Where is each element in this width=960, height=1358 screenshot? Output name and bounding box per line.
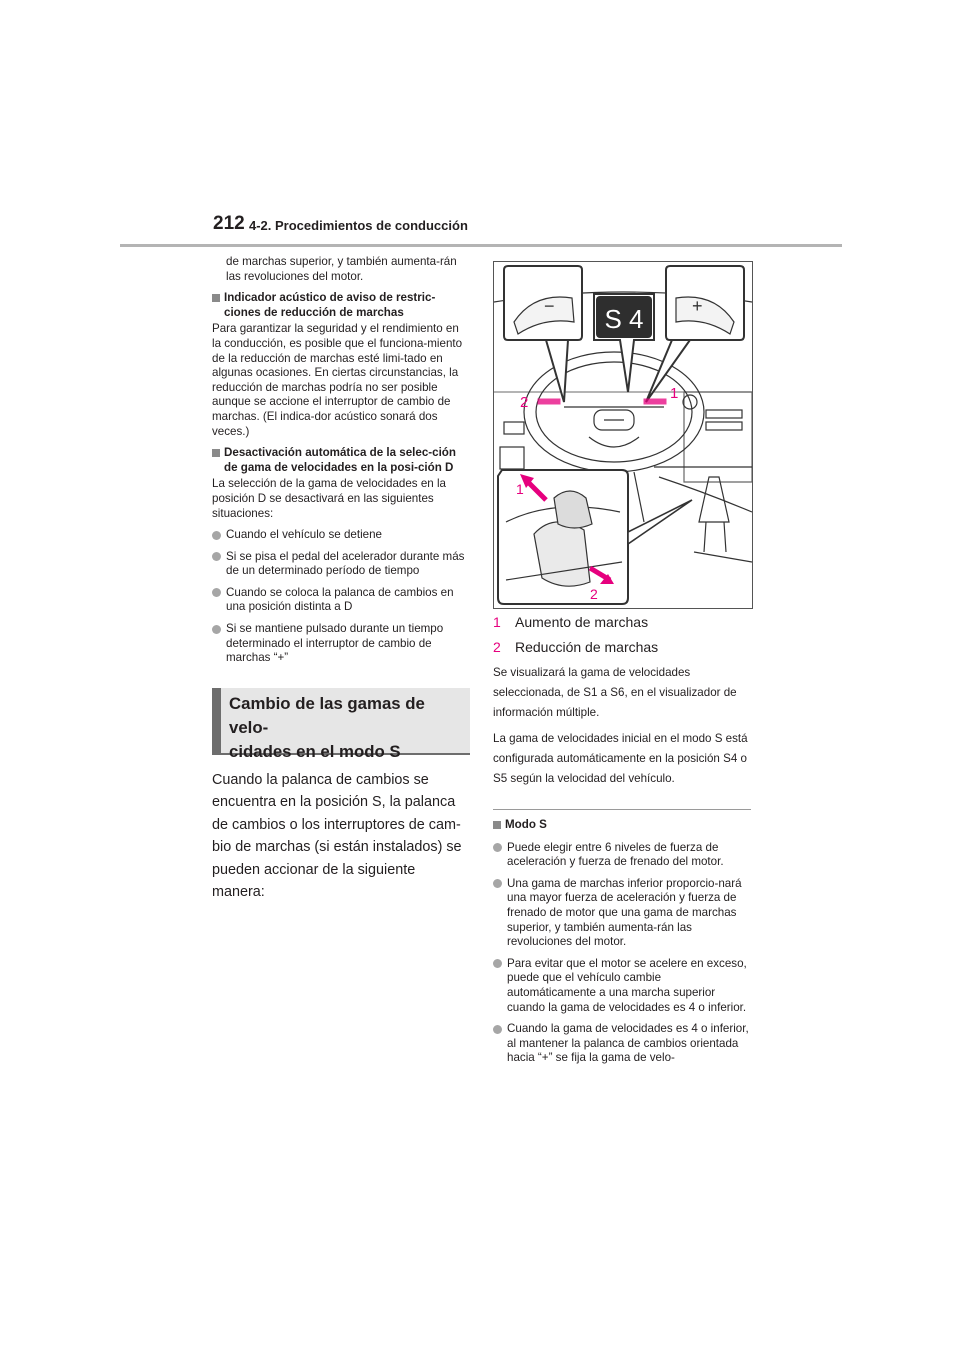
item-number: 1 — [493, 614, 501, 630]
svg-text:−: − — [544, 296, 555, 316]
list-item: Cuando el vehículo se detiene — [212, 528, 470, 543]
item-text: Aumento de marchas — [515, 614, 649, 630]
list-item — [493, 612, 751, 632]
subheading-modo-s: Modo S — [493, 818, 751, 833]
right-column — [493, 612, 751, 1073]
svg-text:+: + — [692, 296, 703, 316]
svg-text:1: 1 — [516, 481, 524, 497]
minus-paddle-callout — [504, 266, 582, 402]
svg-text:2: 2 — [520, 394, 529, 411]
subheading-downshift-warning: Indicador acústico de aviso de restric-ciones de reducción de marchas — [212, 291, 470, 320]
list-item — [493, 637, 751, 657]
paragraph-downshift: Para garantizar la seguridad y el rendimiento en la conducción, es posible que el funciona-miento de la reducción de marchas esté limi-tado en algunas ocasiones. En ciertas circunstancias, la reducción de marchas podría no ser posible aunque se accione el interruptor de cambio de marchas. (El indica-dor acústico sonará dos veces.) — [212, 322, 463, 438]
svg-text:S 4: S 4 — [604, 304, 644, 334]
list-item: Si se mantiene pulsado durante un tiempo determinado el interruptor de cambio de marchas “+” — [212, 622, 470, 666]
illustration-svg — [494, 262, 752, 608]
list-item: Puede elegir entre 6 niveles de fuerza de aceleración y fuerza de frenado del motor. — [493, 841, 751, 870]
s4-display-callout — [594, 294, 654, 392]
page-number: 212 — [213, 213, 245, 234]
plus-paddle-callout — [646, 266, 744, 402]
svg-text:2: 2 — [590, 586, 598, 602]
section-heading-line-2: cidades en el modo S — [229, 741, 401, 761]
subheading-auto-deactivation: Desactivación automática de la selec-ción de gama de velocidades en la posi-ción D — [212, 446, 470, 475]
divider — [493, 809, 751, 810]
section-heading-line-1: Cambio de las gamas de velo- — [229, 693, 425, 737]
paragraph-initial-range: La gama de velocidades inicial en el modo S está configurada automáticamente en la posición S4 o S5 según la velocidad del vehículo. — [493, 732, 748, 785]
header-title: 4-2. Procedimientos de conducción — [249, 218, 468, 233]
list-item: Si se pisa el pedal del acelerador durante más de un determinado período de tiempo — [212, 550, 470, 579]
list-item: Cuando la gama de velocidades es 4 o inferior, al mantener la palanca de cambios orientada hacia “+” se fija la gama de velo- — [493, 1022, 751, 1066]
svg-text:1: 1 — [670, 385, 679, 402]
list-item: Para evitar que el motor se acelere en exceso, puede que el vehículo cambie automáticamente a una marcha superior cuando la gama de velocidades es 4 o inferior. — [493, 957, 751, 1015]
header-rule — [120, 244, 842, 247]
list-item: Una gama de marchas inferior proporcio-nará una mayor fuerza de aceleración y fuerza de frenado de motor que una gama de marchas superior, y también aumenta-rán las revoluciones del motor. — [493, 877, 751, 950]
gearshift-illustration — [493, 261, 753, 609]
list-item: Cuando se coloca la palanca de cambios en una posición distinta a D — [212, 586, 470, 615]
shift-lever-inset — [498, 470, 692, 604]
intro-paragraph: Cuando la palanca de cambios se encuentra en la posición S, la palanca de cambios o los interruptores de cam-bio de marchas (si están instalados) se pueden accionar de la siguiente manera: — [212, 771, 462, 901]
item-text: Reducción de marchas — [515, 639, 659, 655]
section-heading — [212, 688, 470, 761]
item-number: 2 — [493, 639, 501, 655]
continuation-text: de marchas superior, y también aumenta-rán las revoluciones del motor. — [226, 255, 457, 283]
paragraph-display-range: Se visualizará la gama de velocidades seleccionada, de S1 a S6, en el visualizador de información múltiple. — [493, 666, 737, 719]
left-column — [212, 255, 470, 904]
paragraph-deactivation: La selección de la gama de velocidades en la posición D se desactivará en las siguientes situaciones: — [212, 477, 446, 520]
